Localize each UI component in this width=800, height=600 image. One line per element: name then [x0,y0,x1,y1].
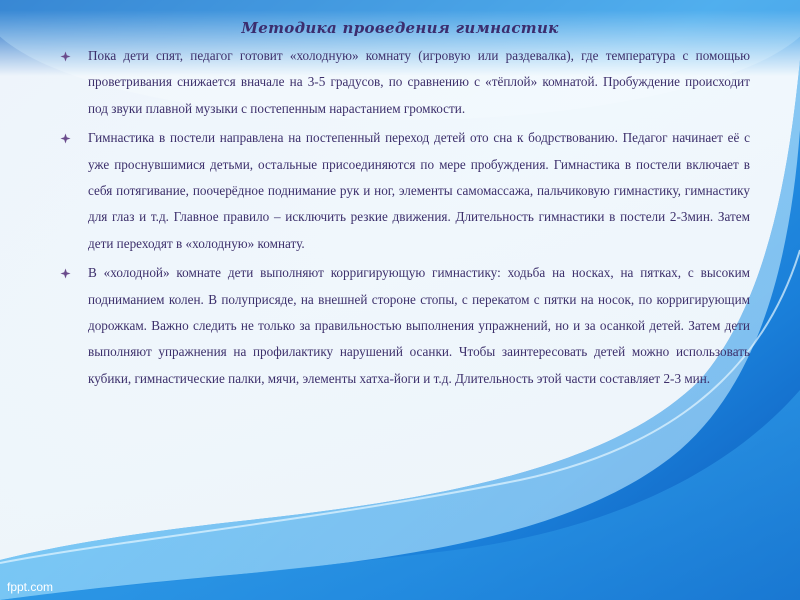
paragraph-text: Пока дети спят, педагог готовит «холодную» комнату (игровую или раздевалка), где температура с помощью проветривания снижается вначале на 3-5 градусов, по сравнению с «тёплой» комнатой. Пробуждение происходит под звуки плавной музыки с постепенным нарастанием громкости. [88,48,750,116]
footer-watermark: fppt.com [7,580,54,594]
list-item [60,260,750,392]
four-lobed-diamond-bullet-icon [60,133,71,144]
bullet-list [60,43,750,395]
list-item [60,43,750,122]
slide-title: Методика проведения гимнастик [241,19,559,37]
four-lobed-diamond-bullet-icon [60,51,71,62]
list-item [60,125,750,257]
paragraph-text: Гимнастика в постели направлена на постепенный переход детей ото сна к бодрствованию. Педагог начинает её с уже проснувшимися детьми, остальные присоединяются по мере пробуждения. Гимнастика в постели включает в себя потягивание, поочерёдное поднимание рук и ног, элементы самомассажа, пальчиковую гимнастику, гимнастику для глаз и т.д. Главное правило – исключить резкие движения. Длительность гимнастики в постели 2-3мин. Затем дети переходят в «холодную» комнату. [88,130,750,251]
four-lobed-diamond-bullet-icon [60,268,71,279]
paragraph-text: В «холодной» комнате дети выполняют корригирующую гимнастику: ходьба на носках, на пятках, с высоким подниманием колен. В полуприсяде, на внешней стороне стопы, с перекатом с пятки на носок, по корригирующим дорожкам. Важно следить не только за правильностью выполнения упражнений, но и за осанкой детей. Затем дети выполняют упражнения на профилактику нарушений осанки. Чтобы заинтересовать детей можно использовать кубики, гимнастические палки, мячи, элементы хатха-йоги и т.д. Длительность этой части составляет 2-3 мин. [88,265,750,386]
